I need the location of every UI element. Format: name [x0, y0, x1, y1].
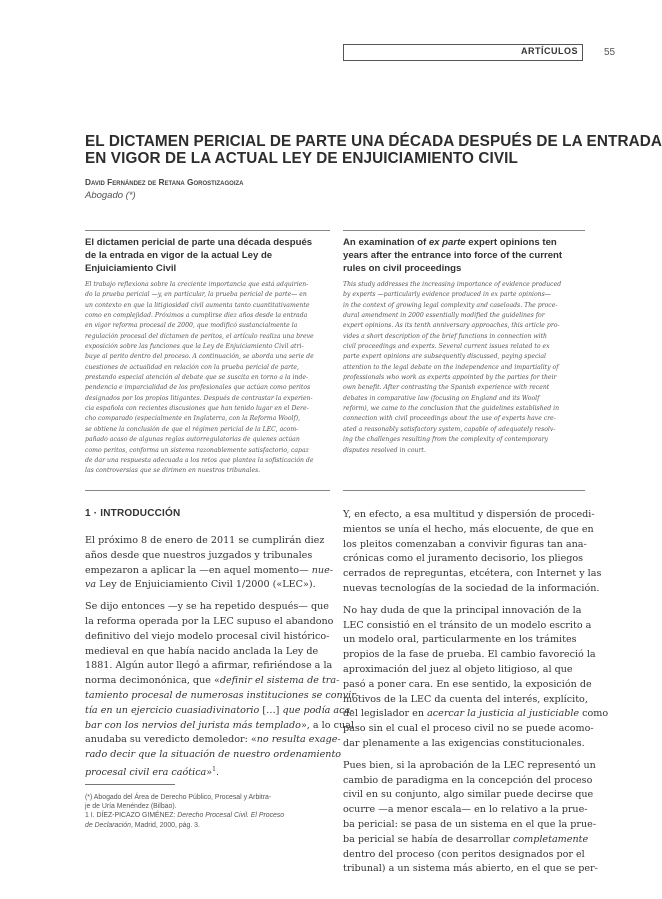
footnote-line: 1 I. DÍEZ-PICAZO GIMÉNEZ: Derecho Procesal Civil. El Proceso [85, 812, 285, 820]
text-line: aproximación del juez al objeto litigioso, al que [343, 663, 573, 675]
text-line: civil proceedings and experts. Several current issues related to ex [343, 343, 550, 351]
text-line: empezaron a aplicar la —en aquel momento— nue- [85, 564, 334, 576]
text-line: tamiento procesal de numerosas instituciones se convir- [85, 689, 360, 701]
paragraph-gap [343, 752, 585, 759]
text-line: norma decimonónica, que «definir el sistema de tra- [85, 675, 340, 687]
abstract-es-title [85, 236, 312, 275]
text-line: tía en un ejercicio cuasiadivinatorio […] que podía aca- [85, 704, 354, 716]
article-title [85, 133, 662, 167]
text-line: mientos se unía el hecho, más elocuente, de que en [343, 523, 594, 535]
abstract-bottom-rule-left [85, 490, 330, 491]
text-line: reform), we came to the conclusion that the guidelines established in [343, 405, 560, 413]
abstract-title-line: Enjuiciamiento Civil [85, 263, 177, 274]
text-line: un modelo oral, particularmente en los trámites [343, 634, 577, 646]
text-line: rado decir que la situación de nuestro ordenamiento [85, 749, 342, 761]
title-line: EN VIGOR DE LA ACTUAL LEY DE ENJUICIAMIENTO CIVIL [85, 150, 518, 167]
text-line: exposición sobre las funciones que la Ley de Enjuiciamiento Civil atri- [85, 343, 304, 351]
abstract-bottom-rule-right [343, 490, 585, 491]
footnote-line: de Declaración, Madrid, 2000, pág. 3. [85, 821, 200, 829]
text-line: definitivo del viejo modelo procesal civil histórico- [85, 630, 330, 642]
text-line: ated a reasonably satisfactory system, capable of adequately resolv- [343, 425, 556, 433]
section-heading: 1 · INTRODUCCIÓN [85, 508, 181, 519]
text-line: do la prueba pericial —y, en particular, la prueba pericial de parte— en [85, 291, 307, 299]
footnote-line: (*) Abogado del Área de Derecho Público, Procesal y Arbitra- [85, 794, 272, 801]
text-line: pañado acaso de algunas reglas autorregulatorias de quienes actúan [85, 436, 300, 444]
abstract-rule-left [85, 230, 330, 231]
text-line: en vigor reforma procesal de 2000, que modificó sustancialmente la [85, 322, 298, 330]
text-line: cambio de paradigma en la concepción del proceso [343, 774, 593, 786]
footnote-rule [85, 784, 175, 785]
text-line: pendencia e imparcialidad de los profesionales que actúan como peritos [85, 384, 311, 392]
text-line: crónicas como el juramento decisorio, los pliegos [343, 553, 584, 565]
footnote-line: je de Uría Menéndez (Bilbao). [85, 803, 177, 811]
text-line: cia española con recientes discusiones que han tenido lugar en el Dere- [85, 405, 309, 413]
title-line: EL DICTAMEN PERICIAL DE PARTE UNA DÉCADA DESPUÉS DE LA ENTRADA [85, 133, 662, 150]
text-line: va Ley de Enjuiciamiento Civil 1/2000 («LEC»). [85, 579, 316, 591]
author-role: Abogado (*) [85, 190, 136, 201]
text-line: buye al perito dentro del proceso. A continuación, se aborda una serie de [85, 353, 314, 361]
text-line: pasó a poner cara. En ese sentido, la exposición de [343, 678, 592, 690]
text-line: años desde que nuestros juzgados y tribunales [85, 549, 313, 561]
footnotes [85, 793, 330, 830]
text-line: las controversias que se dirimen en nuestros tribunales. [85, 467, 261, 475]
text-line: debates in comparative law (focusing on England and its Woolf [343, 394, 540, 402]
text-line: dar plenamente a las exigencias constitucionales. [343, 737, 585, 749]
text-line: 1881. Algún autor llegó a afirmar, refiriéndose a la [85, 660, 333, 672]
text-line: This study addresses the increasing importance of evidence produced [343, 281, 562, 288]
abstract-es-body [85, 280, 330, 477]
abstract-title-line: rules on civil proceedings [343, 263, 462, 274]
text-line: de dar una respuesta adecuada a los retos que plantea la sofisticación de [85, 456, 314, 464]
text-line: professionals who work as experts appointed by the parties for their [343, 374, 557, 382]
text-line: dentro del proceso (con peritos designados por el [343, 848, 585, 860]
text-line: disputes resolved in court. [343, 446, 426, 454]
text-line: ba pericial: se pasa de un sistema en el que la prue- [343, 818, 597, 830]
text-line: procesal civil era caótica»$^1$. [85, 765, 220, 779]
text-line: designados por los propios litigantes. Después de contrastar la experien- [85, 394, 313, 402]
paragraph-gap [343, 597, 585, 604]
abstract-title-line: years after the entrance into force of the current [343, 250, 563, 261]
text-line: own benefit. After contrasting the Spanish experience with recent [343, 384, 550, 392]
abstract-title-line: El dictamen pericial de parte una década después [85, 237, 313, 248]
body-column-right [343, 508, 609, 877]
text-line: nuevas tecnologías de la sociedad de la información. [343, 582, 600, 594]
text-line: civil en su conjunto, algo similar puede decirse que [343, 789, 594, 801]
text-line: la reforma operada por la LEC supuso el abandono [85, 615, 334, 627]
text-line: prestando especial atención al debate que se suscita en torno a la inde- [85, 374, 309, 382]
text-line: El trabajo reflexiona sobre la creciente importancia que está adquirien- [85, 281, 309, 288]
text-line: un contexto en que la litigiosidad civil aumenta tanto cuantitativamente [85, 301, 310, 309]
abstract-en-title [343, 236, 562, 275]
text-line: se obtiene la conclusión de que el régimen pericial de la LEC, acom- [85, 425, 299, 433]
text-line: paso sin el cual el proceso civil no se puede acomo- [343, 723, 594, 735]
text-line: como en complejidad. Próximos a cumplirse diez años desde la entrada [85, 312, 308, 320]
text-line: los pleitos comenzaban a convivir figuras tan ana- [343, 538, 587, 550]
text-line: in the context of growing legal complexity and caseloads. The proce- [343, 301, 558, 309]
text-line: LEC consistió en el tránsito de un modelo escrito a [343, 619, 592, 631]
text-line: ing the challenges resulting from the complexity of contemporary [343, 436, 549, 444]
text-line: motivos de la LEC da cuenta del interés, explícito, [343, 693, 588, 705]
text-line: Y, en efecto, a esa multitud y dispersión de procedi- [343, 509, 595, 520]
author-name: David Fernández de Retana Gorostizagoiza [85, 177, 244, 187]
body-column-left [85, 534, 360, 781]
text-line: Se dijo entonces —y se ha repetido después— que [85, 601, 329, 613]
text-line: expert opinions. As its tenth anniversary approaches, this article pro- [343, 322, 560, 330]
abstract-title-line [343, 236, 562, 249]
text-line: vides a short description of the brief functions in connection with [343, 332, 547, 340]
text-line: cerrados de repreguntas, etcétera, con Internet y las [343, 568, 602, 580]
text-line: No hay duda de que la principal innovación de la [343, 604, 582, 616]
text-line: dural amendment in 2000 essentially modified the guidelines for [343, 312, 545, 320]
paragraph-gap [85, 593, 331, 600]
text-line: tribunal) a un sistema más abierto, en el que se per- [343, 863, 598, 875]
text-line: cuestiones de actualidad en relación con la prueba pericial de parte, [85, 363, 300, 371]
text-line: medieval en que había nacido anclada la Ley de [85, 645, 319, 657]
abstract-rule-right [343, 230, 585, 231]
page-number: 55 [604, 47, 616, 58]
text-line: anudaba su veredicto demoledor: «no resulta exage- [85, 734, 341, 746]
section-header-box [343, 44, 583, 61]
text-line: del legislador en acercar la justicia al justiciable como [343, 708, 609, 720]
text-line: Pues bien, si la aprobación de la LEC representó un [343, 759, 596, 771]
text-line: connection with civil proceedings about the use of experts have cre- [343, 415, 556, 423]
text-line: attention to the legal debate on the independence and impartiality of [343, 363, 559, 371]
text-line: propios de la fase de prueba. El cambio favoreció la [343, 649, 596, 661]
text-line: by experts —particularly evidence produced in ex parte opinions— [343, 291, 551, 299]
abstract-title-part: An examination of ex parte expert opinions ten [343, 237, 557, 248]
abstract-title-line: de la entrada en vigor de la actual Ley de [85, 250, 273, 261]
abstract-en-body [343, 280, 585, 456]
text-line: cho comparado (especialmente en Inglaterra, con la Reforma Woolf), [85, 415, 301, 423]
text-line: ba pericial se había de desarrollar completamente [343, 833, 589, 845]
text-line: ocurre —a menor escala— en lo relativo a la prue- [343, 804, 588, 816]
text-line: El próximo 8 de enero de 2011 se cumplirán diez [85, 535, 325, 546]
text-line: parte expert opinions are subsequently discussed, paying special [343, 353, 547, 361]
text-line: regulación procesal del dictamen de peritos, el artículo realiza una breve [85, 332, 314, 340]
text-line: como peritos, conforma un sistema razonablemente satisfactorio, capaz [85, 446, 309, 454]
section-label: ARTÍCULOS [521, 46, 578, 56]
text-line: bar con los nervios del jurista más templado», a lo cual [85, 719, 354, 731]
